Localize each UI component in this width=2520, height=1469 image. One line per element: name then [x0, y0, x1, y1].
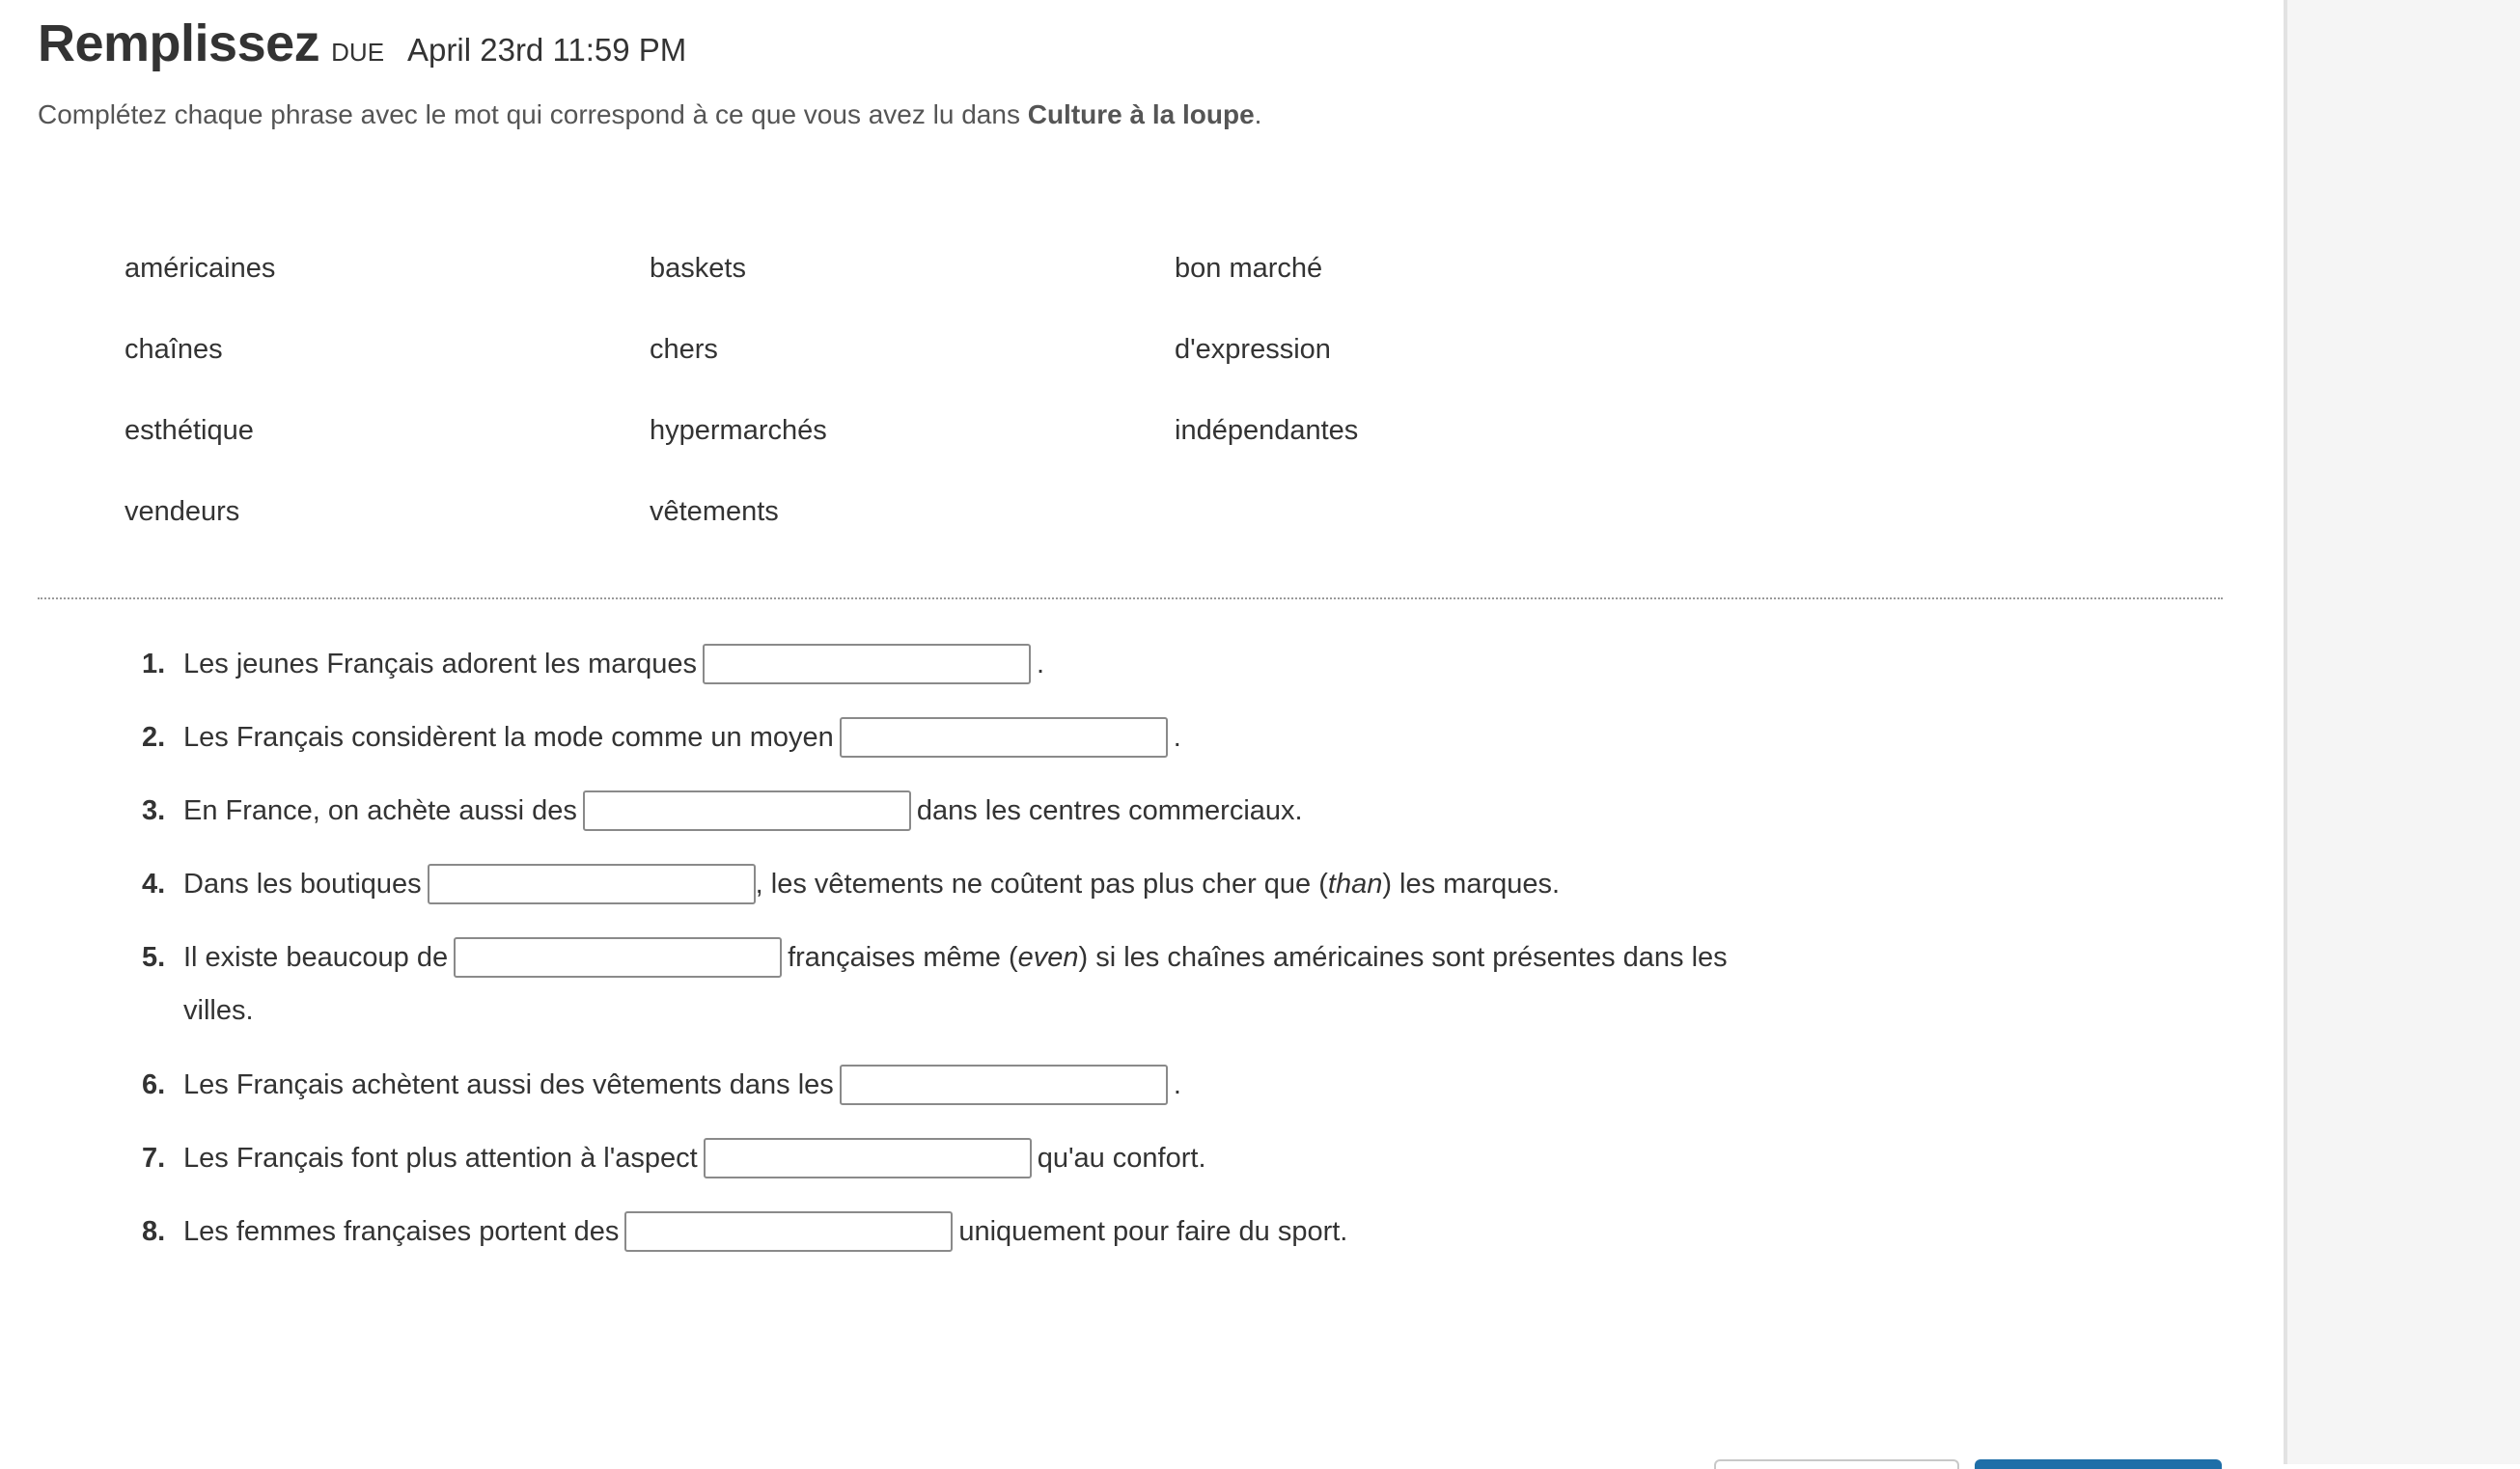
question-text: Les Français considèrent la mode comme un moyen — [183, 721, 834, 753]
question-number: 6. — [142, 1068, 166, 1100]
due-date: April 23rd 11:59 PM — [407, 32, 687, 68]
due-label: DUE — [331, 38, 385, 67]
instructions-reading-title: Culture à la loupe — [1027, 99, 1255, 129]
question-text-italic: even — [1017, 941, 1079, 973]
word-bank — [125, 0, 1765, 579]
word-bank-item: chers — [650, 334, 718, 365]
instructions-text: Complétez chaque phrase avec le mot qui correspond à ce que vous avez lu dans — [38, 99, 1028, 129]
question-3 — [142, 789, 1303, 833]
primary-button[interactable] — [1975, 1459, 2222, 1469]
page-title: Remplissez — [38, 14, 320, 72]
question-text-end: uniquement pour faire du sport. — [958, 1215, 1348, 1247]
question-text-end: , les vêtements ne coûtent pas plus cher que ( — [755, 868, 1328, 900]
question-text-end: qu'au confort. — [1037, 1142, 1206, 1174]
question-text-end: dans les centres commerciaux. — [916, 794, 1303, 826]
question-text-end: . — [1173, 721, 1181, 753]
word-bank-item: d'expression — [1175, 334, 1331, 365]
answer-input-6[interactable] — [840, 1065, 1168, 1105]
word-bank-item: bon marché — [1175, 253, 1323, 284]
question-text: Il existe beaucoup de — [183, 941, 449, 973]
side-panel — [2284, 0, 2520, 1464]
question-2 — [142, 715, 1181, 760]
instructions-end: . — [1254, 99, 1262, 129]
answer-input-2[interactable] — [840, 717, 1168, 758]
word-bank-item: hypermarchés — [650, 415, 827, 446]
question-number: 1. — [142, 648, 166, 679]
answer-input-1[interactable] — [703, 644, 1031, 684]
word-bank-item: indépendantes — [1175, 415, 1359, 446]
question-8 — [142, 1209, 1347, 1254]
question-text-end: françaises même ( — [788, 941, 1018, 973]
question-text: Les Français font plus attention à l'aspect — [183, 1142, 698, 1174]
question-7 — [142, 1136, 1206, 1180]
question-text: Les jeunes Français adorent les marques — [183, 648, 697, 679]
answer-input-3[interactable] — [583, 790, 911, 831]
question-6 — [142, 1063, 1181, 1107]
section-divider — [38, 597, 2223, 599]
question-5 — [142, 935, 1728, 980]
question-number: 7. — [142, 1142, 166, 1174]
question-number: 4. — [142, 868, 166, 900]
question-text: Les femmes françaises portent des — [183, 1215, 620, 1247]
question-text-end: . — [1036, 648, 1045, 679]
question-text-end-2: ) si les chaînes américaines sont présentes dans les — [1078, 941, 1728, 973]
question-4 — [142, 862, 1560, 906]
answer-input-5[interactable] — [454, 937, 782, 978]
word-bank-item: esthétique — [125, 415, 254, 446]
question-text-italic: than — [1327, 868, 1383, 900]
answer-input-7[interactable] — [704, 1138, 1032, 1178]
question-number: 3. — [142, 794, 166, 826]
word-bank-item: vêtements — [650, 496, 779, 527]
word-bank-item: vendeurs — [125, 496, 240, 527]
secondary-button[interactable] — [1714, 1459, 1959, 1469]
answer-input-4[interactable] — [428, 864, 756, 904]
question-text: Dans les boutiques — [183, 868, 422, 900]
question-text: Les Français achètent aussi des vêtements dans les — [183, 1068, 834, 1100]
question-text: En France, on achète aussi des — [183, 794, 577, 826]
question-number: 5. — [142, 941, 166, 973]
word-bank-item: baskets — [650, 253, 746, 284]
answer-input-8[interactable] — [624, 1211, 953, 1252]
question-number: 8. — [142, 1215, 166, 1247]
question-text-end-2: ) les marques. — [1382, 868, 1561, 900]
question-1 — [142, 642, 1044, 686]
word-bank-item: américaines — [125, 253, 276, 284]
word-bank-item: chaînes — [125, 334, 223, 365]
question-text-end: . — [1173, 1068, 1181, 1100]
question-number: 2. — [142, 721, 166, 753]
question-5-continuation: villes. — [183, 995, 254, 1026]
